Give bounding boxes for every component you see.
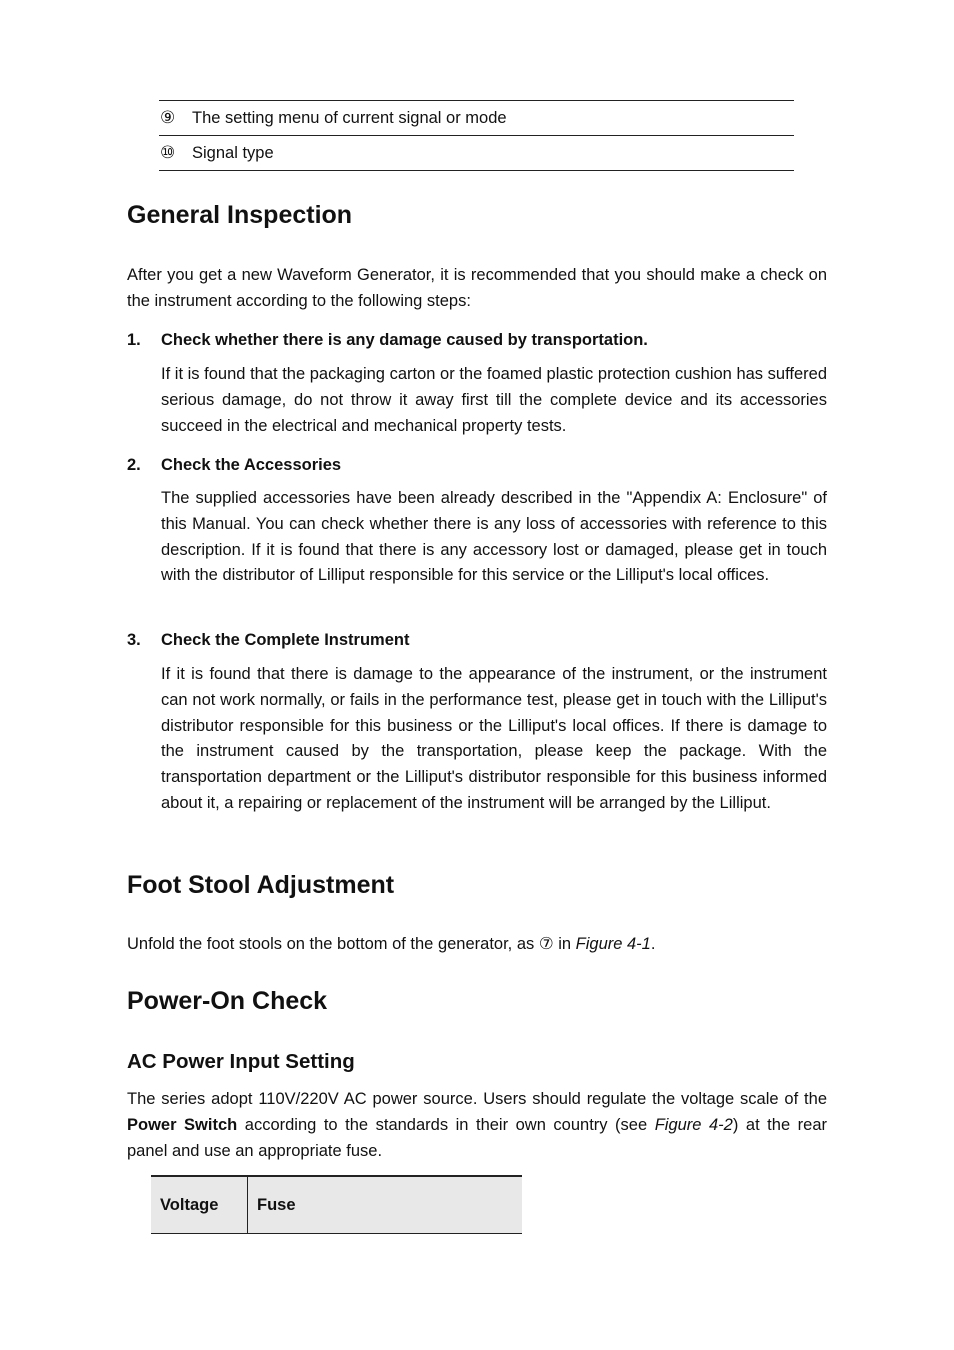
- section-heading-foot-stool: Foot Stool Adjustment: [127, 871, 395, 899]
- step-title: Check whether there is any damage caused by transportation.: [161, 331, 648, 349]
- figure-reference: Figure 4-1: [575, 935, 651, 953]
- step-body: If it is found that the packaging carton or the foamed plastic protection cushion has suffered serious damage, do not throw it away first till the complete device and its accessories succeed in the electrical and mechanical property tests.: [161, 365, 827, 435]
- step-heading: [127, 456, 341, 475]
- fuse-table: [151, 1175, 522, 1234]
- step-heading: [127, 631, 409, 650]
- step-body: The supplied accessories have been already described in the "Appendix A: Enclosure" of this Manual. You can check whether there is any loss of accessories with reference to this description. If it is found that there is any accessory lost or damaged, please get in touch with the distributor of Lilliput responsible for this service or the Lilliput's local offices.: [161, 489, 827, 585]
- column-header-fuse: Fuse: [257, 1195, 296, 1214]
- general-inspection-intro: After you get a new Waveform Generator, it is recommended that you should make a check on the instrument according to the following steps:: [127, 266, 827, 310]
- callout-number: ⑨: [160, 108, 176, 127]
- subsection-heading-ac-power: AC Power Input Setting: [127, 1050, 355, 1073]
- legend-row: [159, 101, 794, 136]
- step-body: If it is found that there is damage to the appearance of the instrument, or the instrument can not work normally, or fails in the performance test, please get in touch with the Lilliput's distributor responsible for this business or the Lilliput's local offices. If there is damage to the instrument caused by the transportation, please keep the package. With the transportation department or the Lilliput's distributor responsible for this business informed about it, a repairing or replacement of the instrument will be arranged by the Lilliput.: [161, 665, 827, 812]
- power-switch-term: Power Switch: [127, 1115, 238, 1134]
- callout-number: ⑩: [160, 143, 176, 162]
- callout-description: Signal type: [192, 143, 274, 162]
- column-header-voltage: Voltage: [151, 1177, 248, 1233]
- section-heading-general-inspection: General Inspection: [127, 201, 353, 229]
- callout-description: The setting menu of current signal or mode: [192, 108, 507, 127]
- section-heading-power-on: Power-On Check: [127, 987, 328, 1015]
- step-heading: [127, 331, 648, 350]
- step-number: 3.: [127, 631, 141, 649]
- ac-power-paragraph: The series adopt 110V/220V AC power source. Users should regulate the voltage scale of the Power Switch according to the standards in their own country (see Figure 4-2) at the rear panel and use an appropriate fuse.: [127, 1090, 827, 1160]
- step-number: 1.: [127, 331, 141, 349]
- step-number: 2.: [127, 456, 141, 474]
- foot-stool-text: Unfold the foot stools on the bottom of the generator, as ⑦ in Figure 4-1.: [127, 935, 656, 953]
- legend-row: [159, 136, 794, 171]
- figure-reference: Figure 4-2: [654, 1115, 733, 1134]
- step-title: Check the Complete Instrument: [161, 631, 410, 649]
- callout-legend-table: [159, 100, 794, 171]
- step-title: Check the Accessories: [161, 456, 342, 474]
